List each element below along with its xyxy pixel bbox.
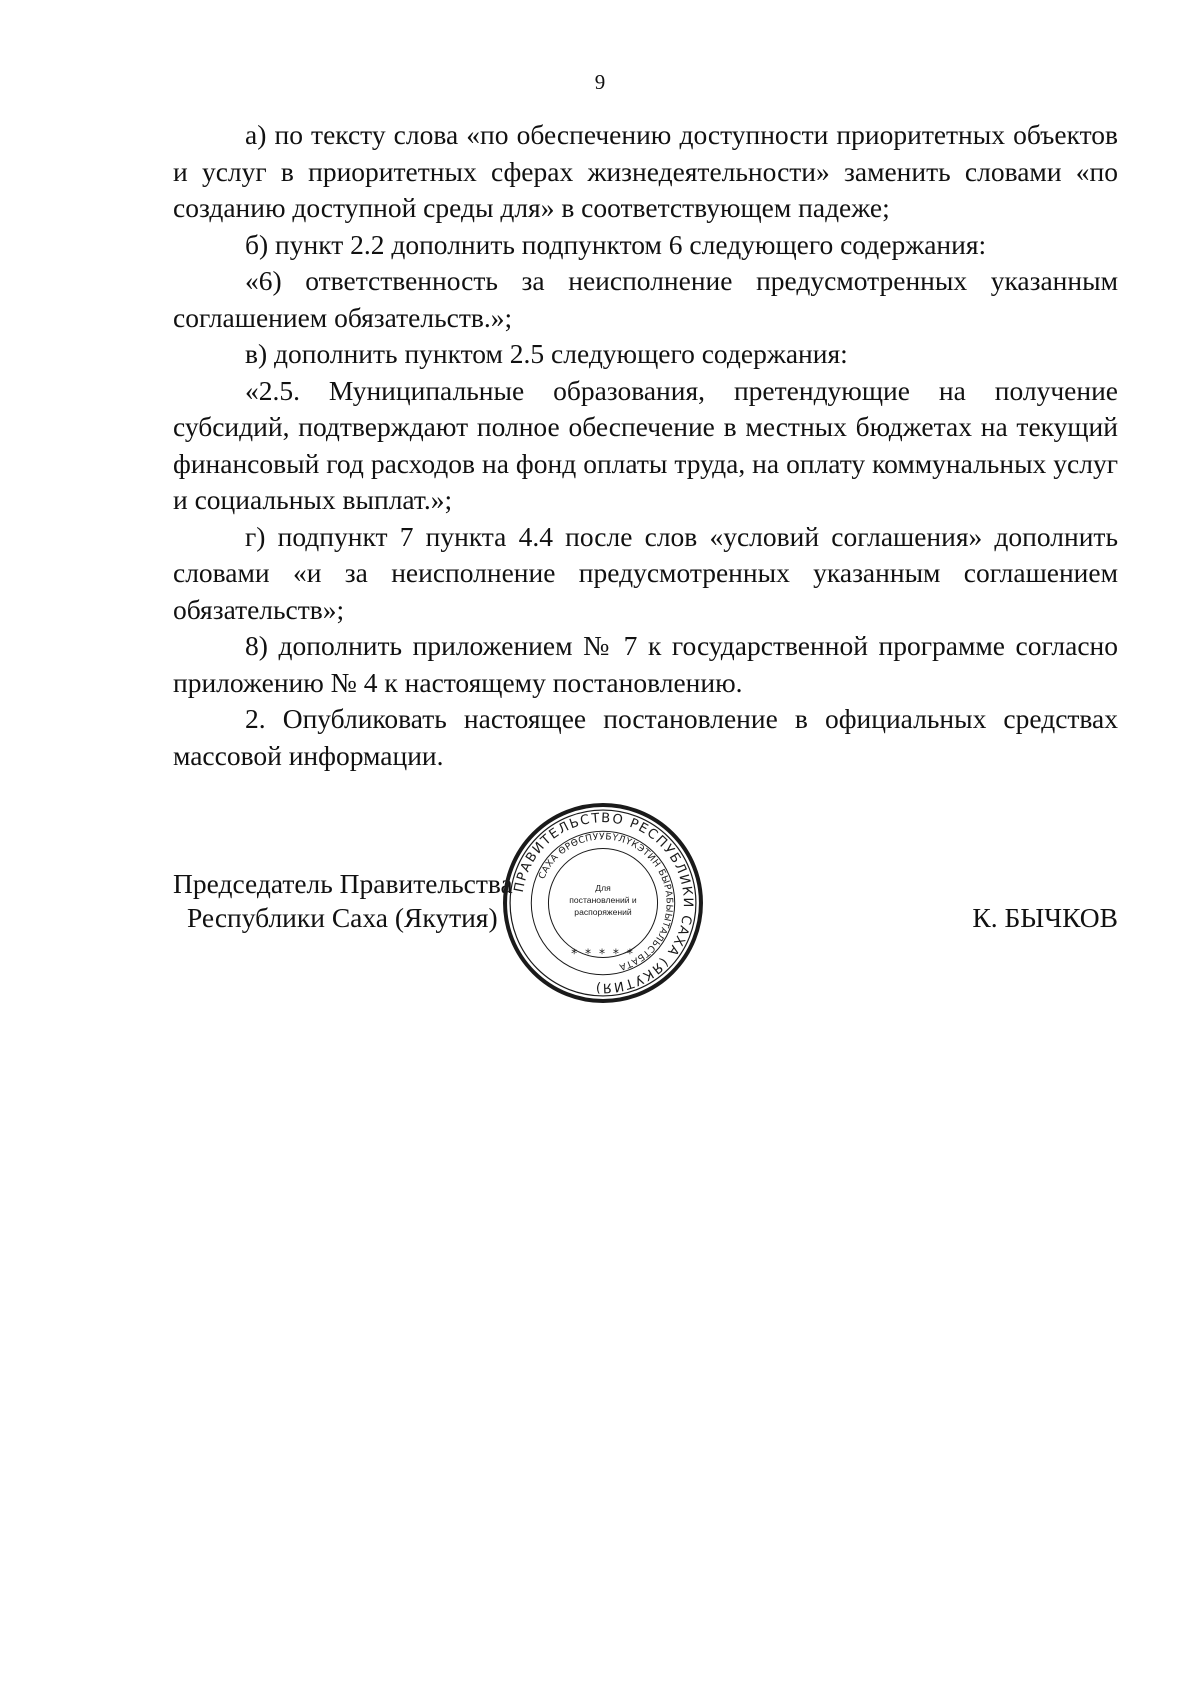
- paragraph-v-quote: «2.5. Муниципальные образования, претендующие на получение субсидий, подтверждают полное обеспечение в местных бюджетах на текущий финансовый год расходов на фонд оплаты труда, на оплату коммунальных услуг и социальных выплат.»;: [173, 374, 1118, 515]
- paragraph-v: в) дополнить пунктом 2.5 следующего содержания:: [245, 338, 848, 369]
- seal-stars: * * * * *: [571, 946, 635, 961]
- seal-center-line2: постановлений и: [569, 895, 637, 905]
- page-number: 9: [594, 70, 606, 94]
- signatory-title-line1: Председатель Правительства: [173, 868, 513, 899]
- paragraph-b-quote: «6) ответственность за неисполнение предусмотренных указанным соглашением обязательств.»;: [173, 265, 1118, 333]
- seal-graphic: [502, 802, 704, 1004]
- paragraph-g: г) подпункт 7 пункта 4.4 после слов «условий соглашения» дополнить словами «и за неисполнение предусмотренных указанным соглашением обязательств»;: [173, 520, 1118, 625]
- seal-center-line3: распоряжений: [574, 907, 632, 918]
- document-body: [173, 117, 1118, 774]
- paragraph-8: 8) дополнить приложением № 7 к государственной программе согласно приложению № 4 к настоящему постановлению.: [173, 630, 1118, 698]
- signatory-name: К. БЫЧКОВ: [972, 902, 1118, 933]
- seal-inner-text: САХА ӨРӨСПУУБҮЛҮКЭТИН БЫРАБЫЫТАЛЬСТБАТА: [537, 832, 674, 972]
- paragraph-2: 2. Опубликовать настоящее постановление в официальных средствах массовой информации.: [173, 703, 1118, 771]
- seal-center-line1: Для: [595, 882, 611, 893]
- signatory-title-line2: Республики Саха (Якутия): [187, 902, 498, 933]
- seal-outer-text: ПРАВИТЕЛЬСТВО РЕСПУБЛИКИ САХА (ЯКУТИЯ): [511, 811, 695, 995]
- official-seal: [502, 802, 704, 1004]
- paragraph-b: б) пункт 2.2 дополнить подпунктом 6 следующего содержания:: [245, 228, 987, 260]
- paragraph-a: а) по тексту слова «по обеспечению доступности приоритетных объектов и услуг в приоритетных сферах жизнедеятельности» заменить словами «по созданию доступной среды для» в соответствующем падеже;: [173, 119, 1118, 223]
